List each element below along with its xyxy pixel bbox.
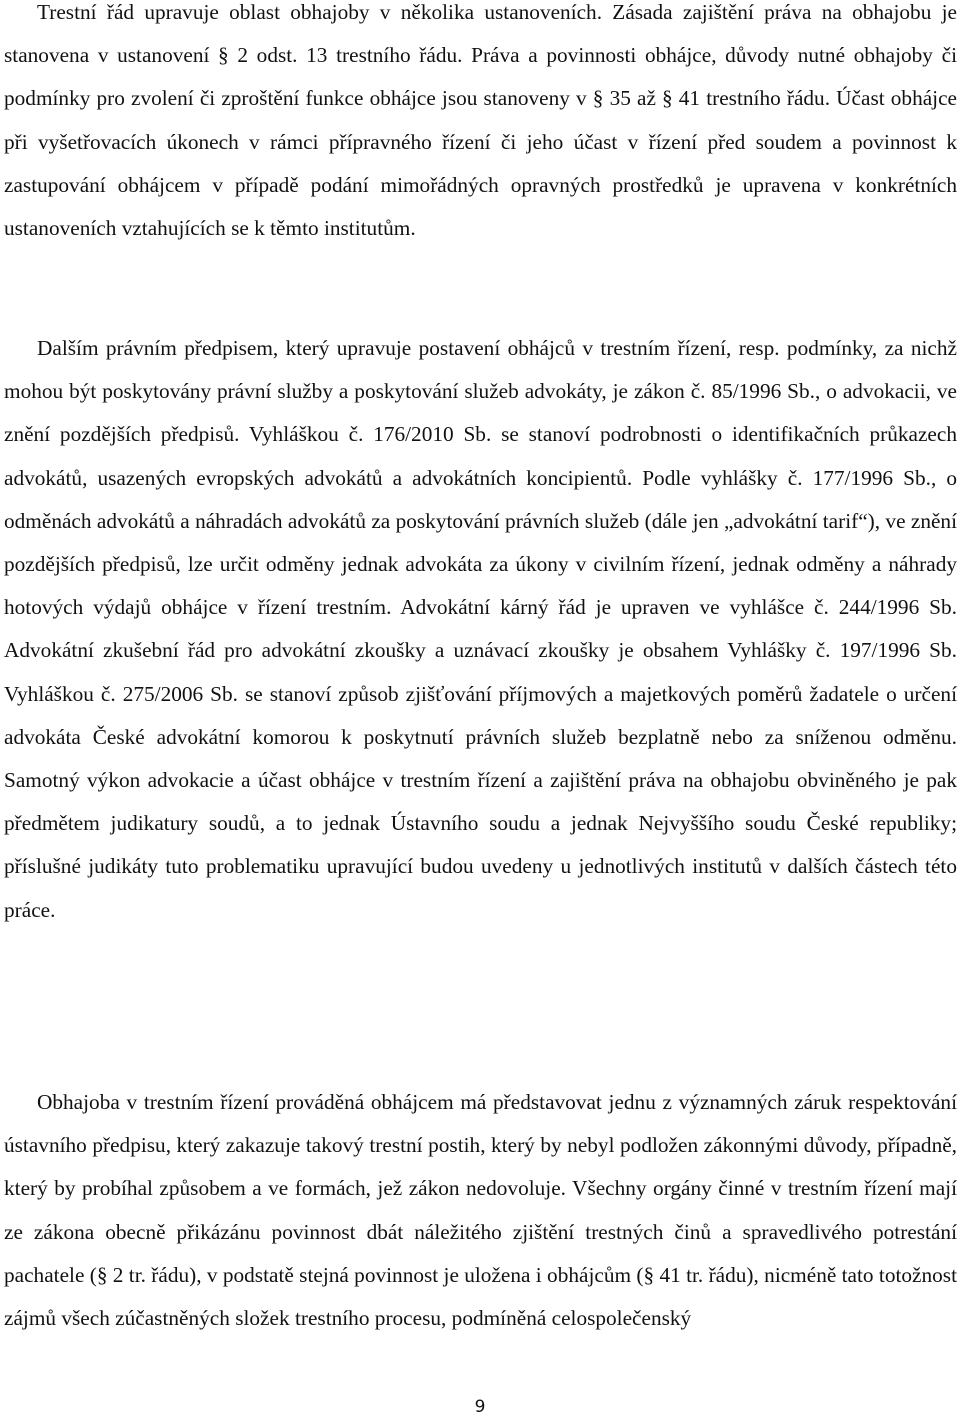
page-number: 9 [474, 1397, 486, 1417]
paragraph-related-legislation: Dalším právním předpisem, který upravuje postavení obhájců v trestním řízení, resp. podmínky, za nichž mohou být poskytovány právní služby a poskytování služeb advokáty, je zákon č. 85/1996 Sb., o advokacii, ve znění pozdějších předpisů. Vyhláškou č. 176/2010 Sb. se stanoví podrobnosti o identifikačních průkazech advokátů, usazených evropských advokátů a advokátních koncipientů. Podle vyhlášky č. 177/1996 Sb., o odměnách advokátů a náhradách advokátů za poskytování právních služeb (dále jen „advokátní tarif“), ve znění pozdějších předpisů, lze určit odměny jednak advokáta za úkony v civilním řízení, jednak odměny a náhrady hotových výdajů obhájce v řízení trestním. Advokátní kárný řád je upraven ve vyhlášce č. 244/1996 Sb. Advokátní zkušební řád pro advokátní zkoušky a uznávací zkoušky je obsahem Vyhlášky č. 197/1996 Sb. Vyhláškou č. 275/2006 Sb. se stanoví způsob zjišťování příjmových a majetkových poměrů žadatele o určení advokáta České advokátní komorou k poskytnutí právních služeb bezplatně nebo za sníženou odměnu. Samotný výkon advokacie a účast obhájce v trestním řízení a zajištění práva na obhajobu obviněného je pak předmětem judikatury soudů, a to jednak Ústavního soudu a jednak Nejvyššího soudu České republiky; příslušné judikáty tuto problematiku upravující budou uvedeny u jednotlivých institutů v dalších částech této práce. [4, 336, 957, 922]
paragraph-defense-guarantee: Obhajoba v trestním řízení prováděná obhájcem má představovat jednu z významných záruk respektování ústavního předpisu, který zakazuje takový trestní postih, který by nebyl podložen zákonnými důvody, případně, který by probíhal způsobem a ve formách, jež zákon nedovoluje. Všechny orgány činné v trestním řízení mají ze zákona obecně přikázánu povinnost dbát náležitého zjištění trestných činů a spravedlivého potrestání pachatele (§ 2 tr. řádu), v podstatě stejná povinnost je uložena i obhájcům (§ 41 tr. řádu), nicméně tato totožnost zájmů všech zúčastněných složek trestního procesu, podmíněná celospolečenský [4, 1090, 957, 1331]
document-page [4, 0, 957, 1422]
paragraph-defense-provisions: Trestní řád upravuje oblast obhajoby v několika ustanoveních. Zásada zajištění práva na obhajobu je stanovena v ustanovení § 2 odst. 13 trestního řádu. Práva a povinnosti obhájce, důvody nutné obhajoby či podmínky pro zvolení či zproštění funkce obhájce jsou stanoveny v § 35 až § 41 trestního řádu. Účast obhájce při vyšetřovacích úkonech v rámci přípravného řízení či jeho účast v řízení před soudem a povinnost k zastupování obhájcem v případě podání mimořádných opravných prostředků je upravena v konkrétních ustanoveních vztahujících se k těmto institutům. [4, 0, 957, 241]
